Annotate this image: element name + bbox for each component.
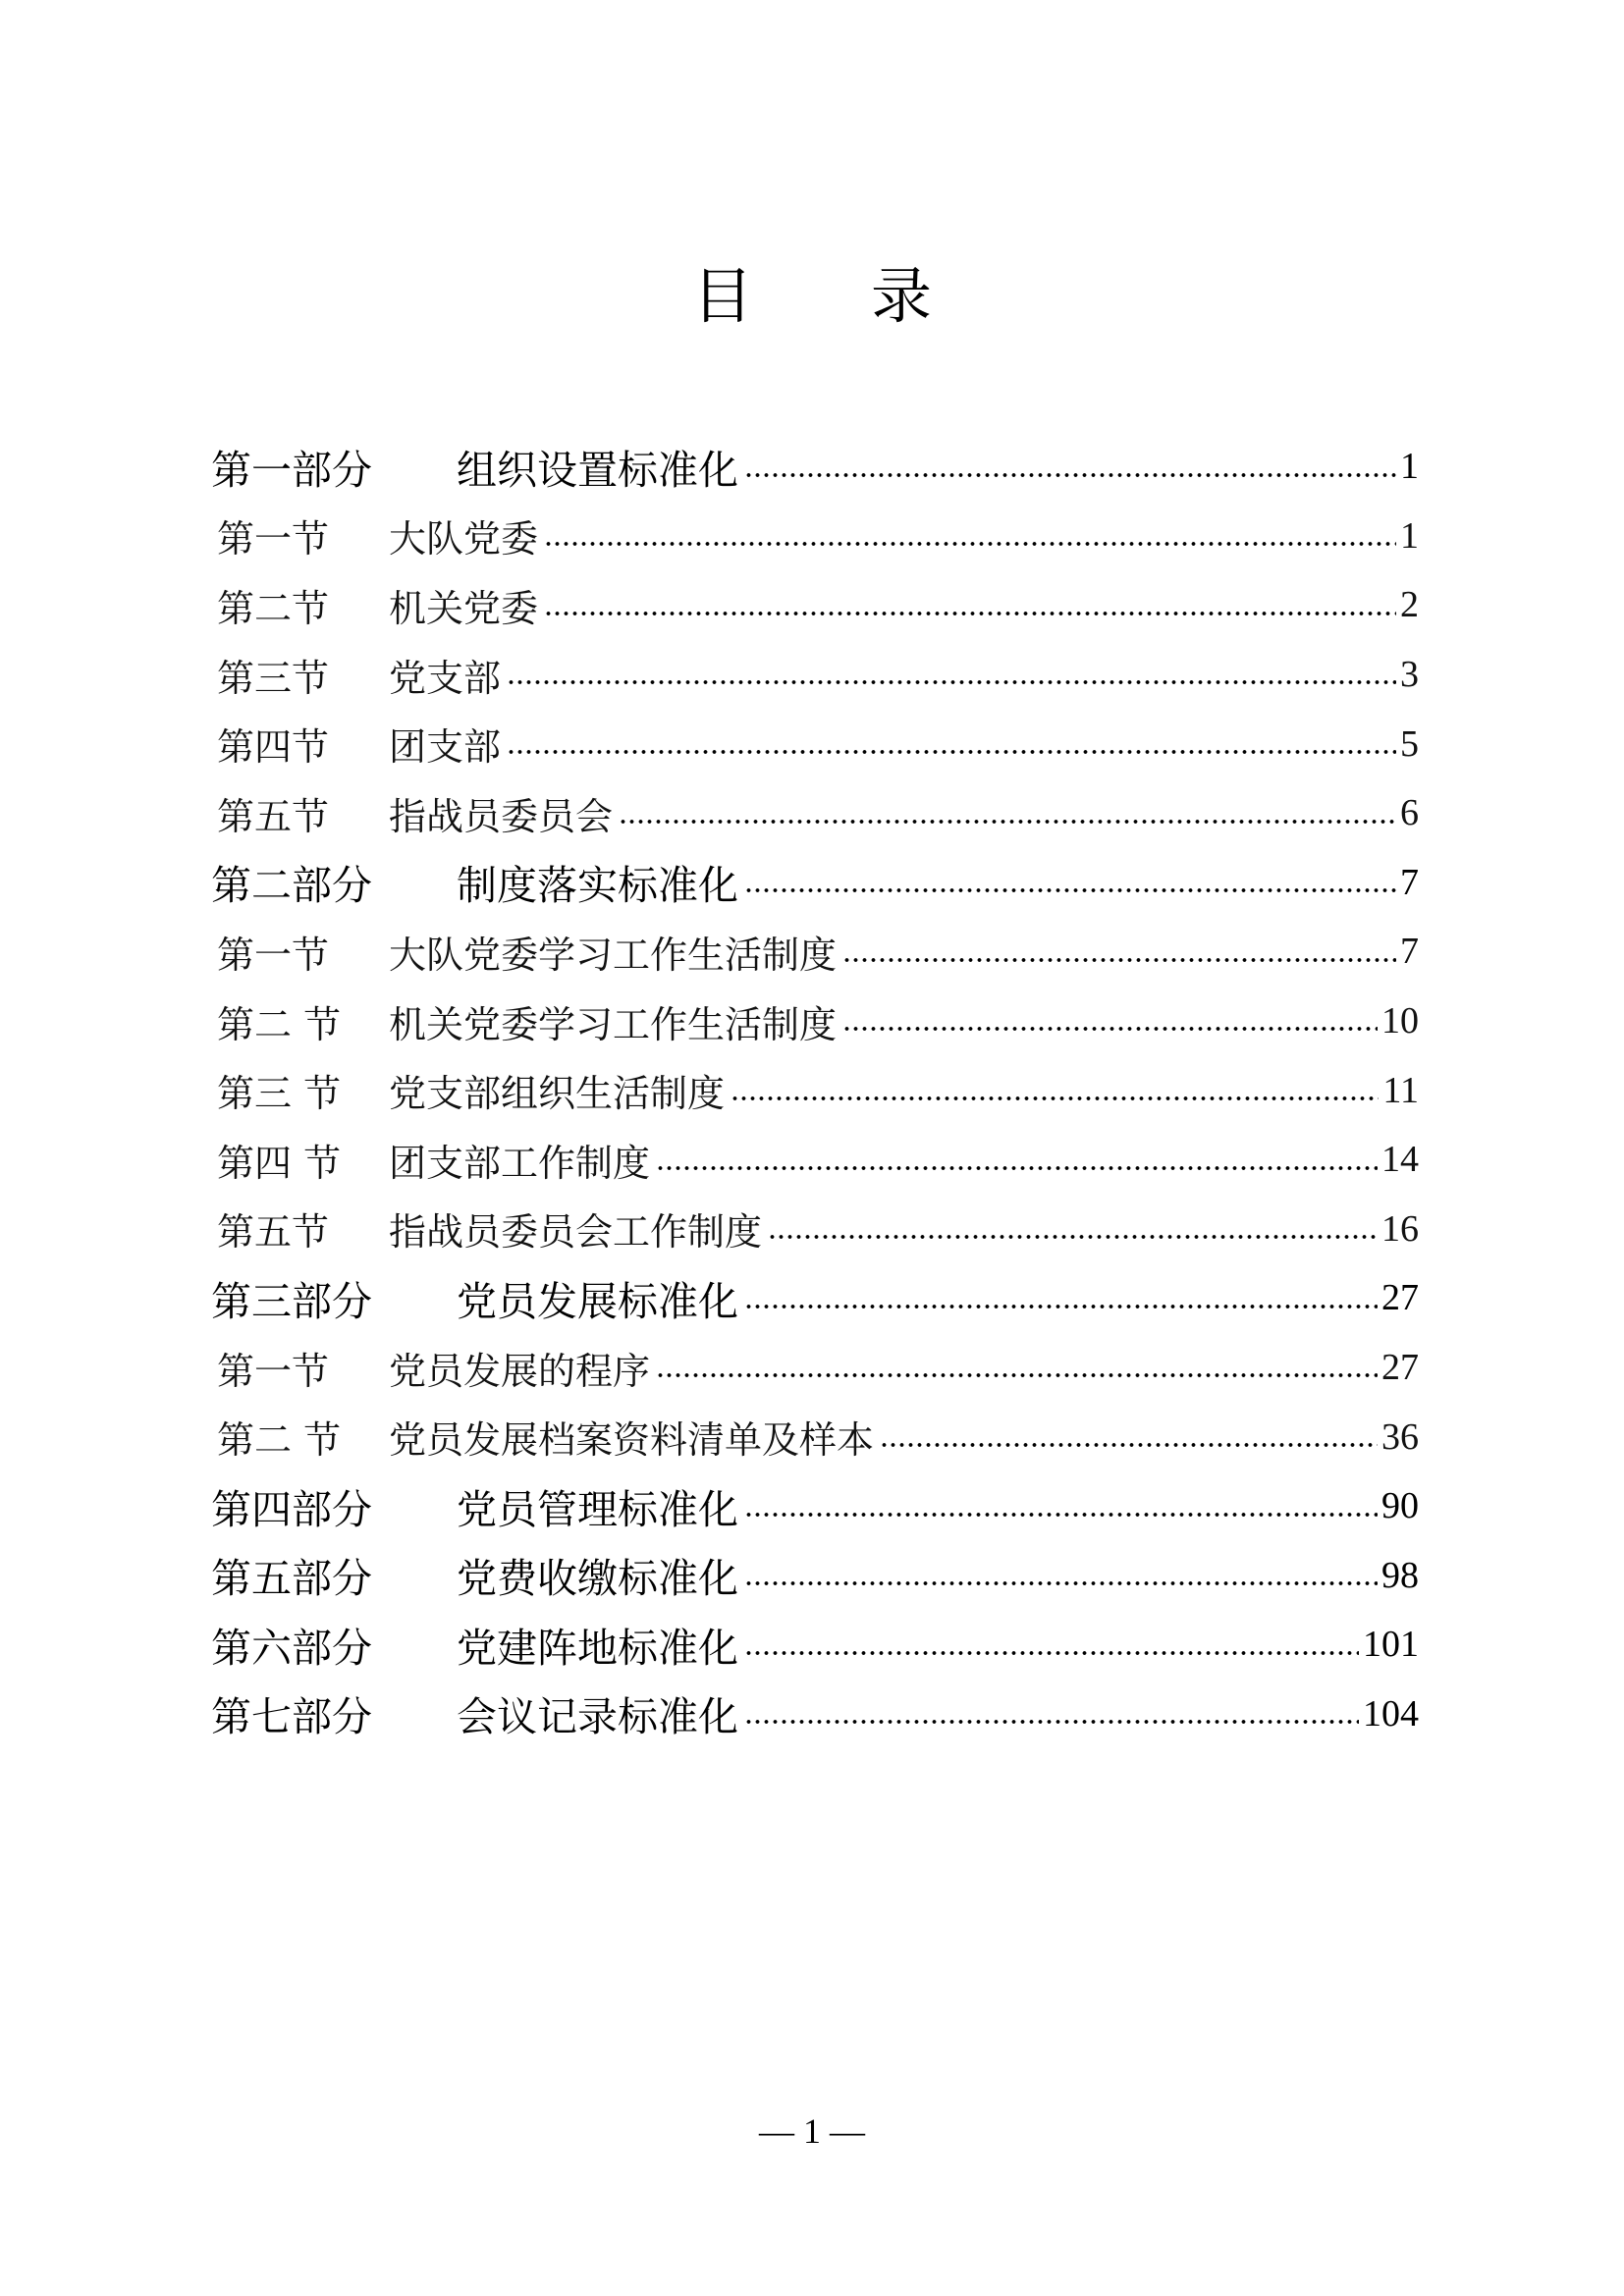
- toc-entry-page-number: 5: [1400, 722, 1419, 765]
- toc-entry-heading: 党费收缴标准化: [457, 1555, 738, 1603]
- toc-section-entry[interactable]: [211, 709, 1419, 778]
- toc-entry-page-number: 27: [1381, 1347, 1419, 1389]
- dot-leader: [544, 607, 1396, 620]
- toc-entry-heading: 党建阵地标准化: [457, 1624, 738, 1672]
- dot-leader: [744, 1646, 1359, 1660]
- toc-entry-page-number: 2: [1400, 584, 1419, 626]
- toc-part-entry[interactable]: [211, 1471, 1419, 1541]
- toc-entry-page-number: 3: [1400, 654, 1419, 696]
- toc-entry-label: 第三节: [217, 656, 330, 700]
- toc-entry-heading: 团支部: [389, 725, 502, 770]
- toc-entry-page-number: 1: [1400, 446, 1419, 488]
- toc-entry-page-number: 10: [1381, 1000, 1419, 1042]
- toc-entry-label: 第四节: [217, 725, 330, 770]
- toc-entry-label: 第五节: [217, 794, 330, 838]
- toc-entry-page-number: 6: [1400, 792, 1419, 834]
- toc-entry-page-number: 7: [1400, 861, 1419, 903]
- toc-part-entry[interactable]: [211, 432, 1419, 502]
- toc-section-entry[interactable]: [211, 1195, 1419, 1264]
- toc-entry-page-number: 98: [1381, 1554, 1419, 1596]
- toc-section-entry[interactable]: [211, 1402, 1419, 1471]
- toc-entry-page-number: 16: [1381, 1207, 1419, 1250]
- toc-entry-label: 第三 节: [217, 1072, 342, 1116]
- toc-entry-heading: 大队党委: [389, 517, 539, 561]
- toc-entry-heading: 党员管理标准化: [457, 1485, 738, 1533]
- toc-entry-heading: 大队党委学习工作生活制度: [389, 933, 838, 977]
- toc-entry-label: 第二 节: [217, 1418, 342, 1463]
- dot-leader: [507, 745, 1396, 759]
- toc-section-entry[interactable]: [211, 778, 1419, 848]
- dot-leader: [656, 1368, 1378, 1382]
- toc-entry-heading: 指战员委员会: [389, 794, 614, 838]
- toc-entry-heading: 制度落实标准化: [457, 862, 738, 910]
- dot-leader: [619, 815, 1396, 828]
- toc-entry-label: 第七部分: [211, 1693, 372, 1741]
- dot-leader: [656, 1161, 1378, 1175]
- dot-leader: [744, 1576, 1378, 1590]
- toc-entry-page-number: 36: [1381, 1415, 1419, 1458]
- toc-entry-label: 第五部分: [211, 1555, 372, 1603]
- toc-part-entry[interactable]: [211, 1680, 1419, 1749]
- dot-leader: [731, 1092, 1379, 1105]
- toc-entry-heading: 党支部: [389, 656, 502, 700]
- toc-entry-label: 第四 节: [217, 1141, 342, 1185]
- dot-leader: [842, 953, 1396, 967]
- toc-section-entry[interactable]: [211, 502, 1419, 571]
- toc-entry-label: 第一部分: [211, 446, 372, 494]
- dot-leader: [842, 1022, 1378, 1036]
- page-footer: — 1 —: [759, 2111, 865, 2151]
- toc-entry-page-number: 1: [1400, 514, 1419, 557]
- toc-entry-page-number: 101: [1363, 1624, 1419, 1666]
- dot-leader: [880, 1438, 1378, 1452]
- toc-entry-heading: 指战员委员会工作制度: [389, 1210, 763, 1255]
- toc-section-entry[interactable]: [211, 570, 1419, 640]
- toc-entry-label: 第五节: [217, 1210, 330, 1255]
- toc-entry-page-number: 7: [1400, 931, 1419, 973]
- toc-entry-heading: 党员发展标准化: [457, 1277, 738, 1325]
- toc-entry-heading: 党支部组织生活制度: [389, 1072, 726, 1116]
- toc-entry-label: 第三部分: [211, 1277, 372, 1325]
- toc-part-entry[interactable]: [211, 1263, 1419, 1333]
- toc-entry-heading: 党员发展的程序: [389, 1349, 651, 1393]
- dot-leader: [768, 1230, 1378, 1244]
- dot-leader: [744, 1715, 1359, 1729]
- toc-entry-label: 第一节: [217, 933, 330, 977]
- toc-section-entry[interactable]: [211, 1125, 1419, 1195]
- toc-section-entry[interactable]: [211, 917, 1419, 987]
- toc-section-entry[interactable]: [211, 1333, 1419, 1403]
- toc-entry-label: 第四部分: [211, 1485, 372, 1533]
- dot-leader: [744, 1508, 1378, 1522]
- toc-part-entry[interactable]: [211, 1610, 1419, 1680]
- dot-leader: [744, 1300, 1378, 1313]
- toc-part-entry[interactable]: [211, 848, 1419, 918]
- page-title: 目录: [691, 260, 1050, 332]
- toc-entry-page-number: 27: [1381, 1277, 1419, 1319]
- toc-entry-page-number: 11: [1382, 1069, 1419, 1111]
- toc-entry-heading: 党员发展档案资料清单及样本: [389, 1418, 875, 1463]
- toc-entry-label: 第二部分: [211, 862, 372, 910]
- toc-entry-label: 第六部分: [211, 1624, 372, 1672]
- toc-entry-heading: 团支部工作制度: [389, 1141, 651, 1185]
- toc-section-entry[interactable]: [211, 1055, 1419, 1125]
- toc-section-entry[interactable]: [211, 987, 1419, 1056]
- toc-entry-heading: 机关党委学习工作生活制度: [389, 1002, 838, 1046]
- dot-leader: [744, 468, 1396, 482]
- toc-entry-page-number: 14: [1381, 1139, 1419, 1181]
- toc-entry-heading: 机关党委: [389, 586, 539, 630]
- dot-leader: [507, 675, 1396, 689]
- table-of-contents: [211, 432, 1419, 1748]
- toc-entry-label: 第二 节: [217, 1002, 342, 1046]
- toc-entry-heading: 会议记录标准化: [457, 1693, 738, 1741]
- toc-section-entry[interactable]: [211, 640, 1419, 710]
- toc-entry-label: 第一节: [217, 517, 330, 561]
- toc-entry-label: 第二节: [217, 586, 330, 630]
- toc-entry-label: 第一节: [217, 1349, 330, 1393]
- dot-leader: [544, 537, 1396, 551]
- toc-entry-heading: 组织设置标准化: [457, 446, 738, 494]
- toc-part-entry[interactable]: [211, 1541, 1419, 1611]
- toc-entry-page-number: 90: [1381, 1485, 1419, 1527]
- toc-entry-page-number: 104: [1363, 1692, 1419, 1735]
- dot-leader: [744, 883, 1396, 897]
